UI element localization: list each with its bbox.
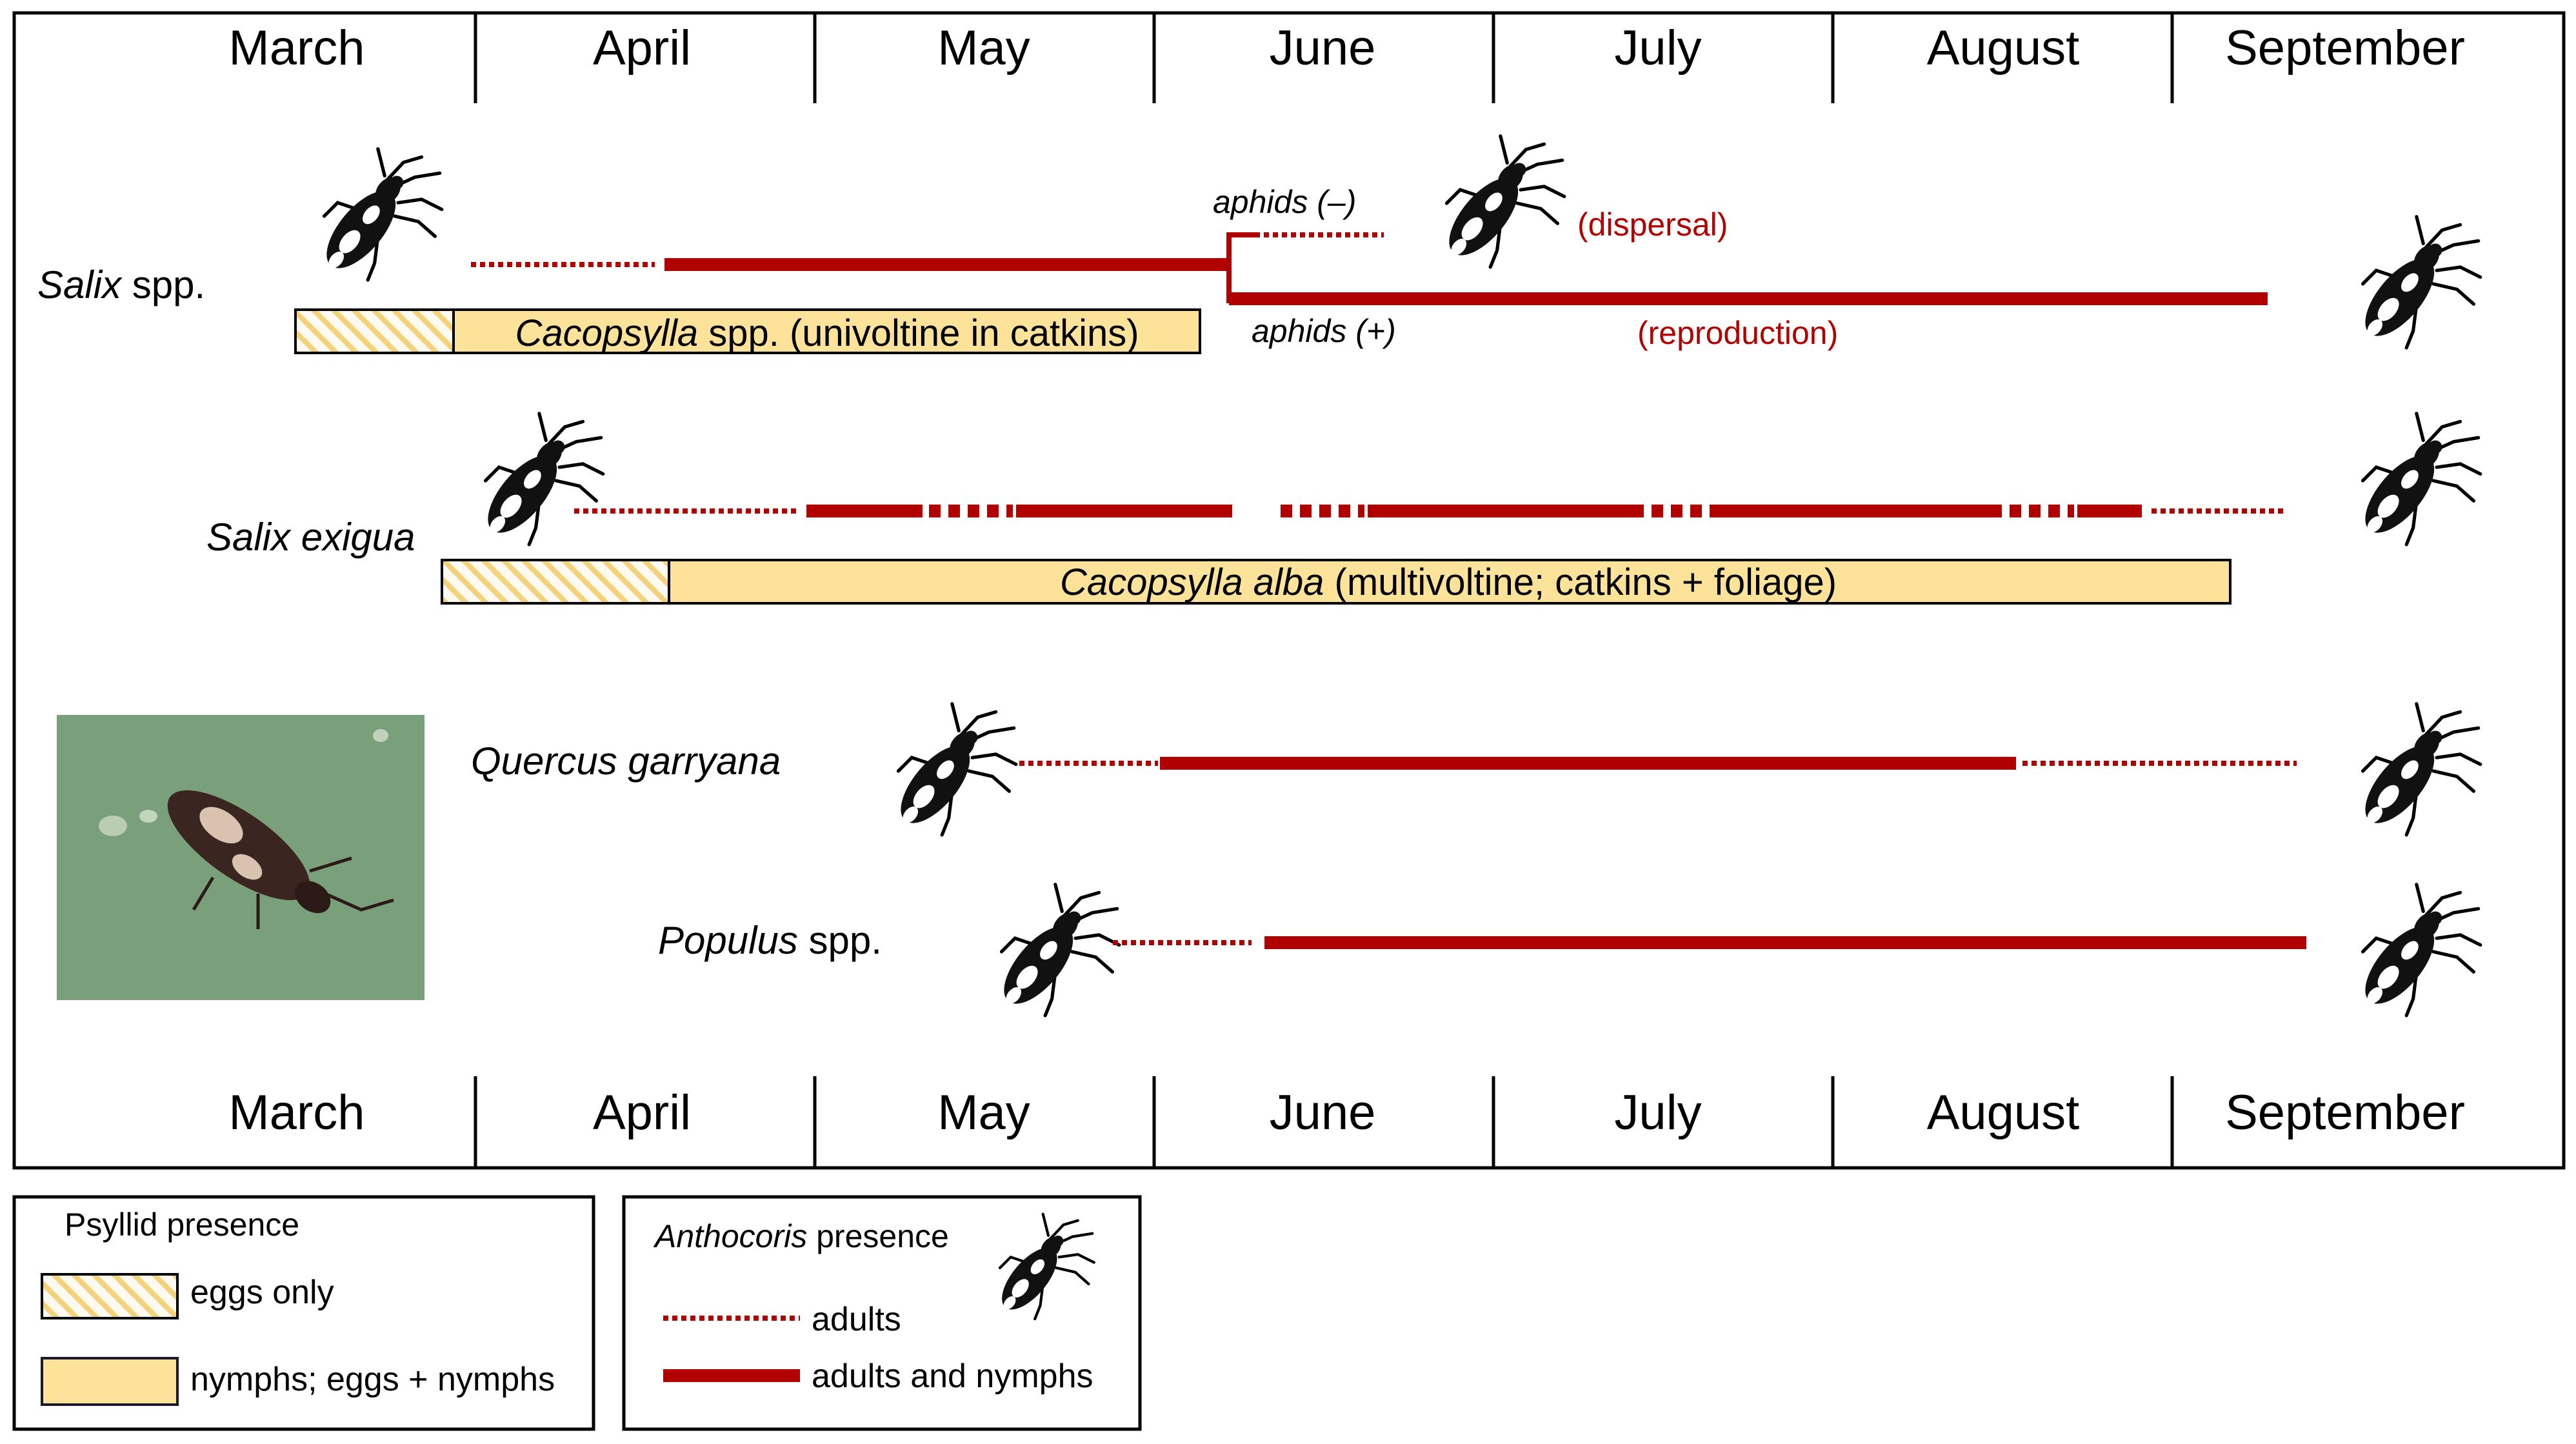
anthocoris-bug-icon <box>475 414 603 545</box>
legend-adults-nymphs-label: adults and nymphs <box>812 1358 1093 1395</box>
month-header-top <box>228 13 2464 103</box>
legend-psyllid <box>14 1197 594 1429</box>
psyllid-bar-label: Cacopsylla alba (multivoltine; catkins + foliage) <box>1059 561 1837 603</box>
anthocoris-bug-icon <box>2353 414 2480 545</box>
host-label-salix-exigua: Salix exigua <box>206 516 415 559</box>
month-label: April <box>592 21 692 75</box>
legend-adults-label: adults <box>812 1301 901 1338</box>
host-label-quercus: Quercus garryana <box>471 739 781 783</box>
month-label: September <box>2225 21 2465 75</box>
anthocoris-bug-icon <box>1437 136 1564 267</box>
legend-nymphs-label: nymphs; eggs + nymphs <box>190 1361 555 1398</box>
month-label: July <box>1614 21 1702 75</box>
anthocoris-bug-icon <box>2353 885 2480 1016</box>
legend-nymphs-swatch <box>42 1358 177 1405</box>
note-aphids-minus: aphids (–) <box>1213 184 1357 220</box>
host-label-salix-spp: Salix spp. <box>37 263 206 306</box>
month-label: March <box>228 1085 365 1140</box>
note-aphids-plus: aphids (+) <box>1252 313 1396 349</box>
anthocoris-bug-icon <box>314 149 441 280</box>
legend-psyllid-title: Psyllid presence <box>65 1207 300 1243</box>
month-label: August <box>1926 1085 2080 1140</box>
month-label: March <box>228 21 365 75</box>
anthocoris-bug-icon <box>2353 217 2480 348</box>
legend-anthocoris <box>624 1197 1140 1429</box>
month-label: June <box>1269 1085 1376 1140</box>
month-label: June <box>1269 21 1376 75</box>
row-quercus-garryana <box>471 704 2481 835</box>
anthocoris-bug-icon <box>888 704 1015 835</box>
anthocoris-bug-icon <box>992 885 1119 1016</box>
row-salix-spp <box>37 136 2481 354</box>
month-label: April <box>592 1085 692 1140</box>
month-header-bottom <box>228 1076 2464 1168</box>
row-populus-spp <box>658 885 2481 1016</box>
legend-eggs-only-swatch <box>42 1274 177 1318</box>
month-label: May <box>937 21 1030 75</box>
psyllid-eggs-only-bar <box>295 310 454 353</box>
legend-eggs-only-label: eggs only <box>190 1274 334 1311</box>
anthocoris-bug-icon <box>2353 704 2480 835</box>
note-reproduction: (reproduction) <box>1637 315 1839 351</box>
month-label: September <box>2225 1085 2465 1140</box>
row-salix-exigua <box>206 414 2481 603</box>
note-dispersal: (dispersal) <box>1577 206 1728 243</box>
month-label: July <box>1614 1085 1702 1140</box>
psyllid-eggs-only-bar <box>442 560 669 603</box>
psyllid-bar-label: Cacopsylla spp. (univoltine in catkins) <box>515 312 1139 354</box>
host-label-populus: Populus spp. <box>658 919 882 962</box>
month-label: August <box>1926 21 2080 75</box>
anthocoris-photo <box>57 715 424 1000</box>
legend-anthocoris-title: Anthocoris presence <box>655 1218 949 1254</box>
anthocoris-bug-icon <box>992 1214 1094 1319</box>
month-label: May <box>937 1085 1030 1140</box>
